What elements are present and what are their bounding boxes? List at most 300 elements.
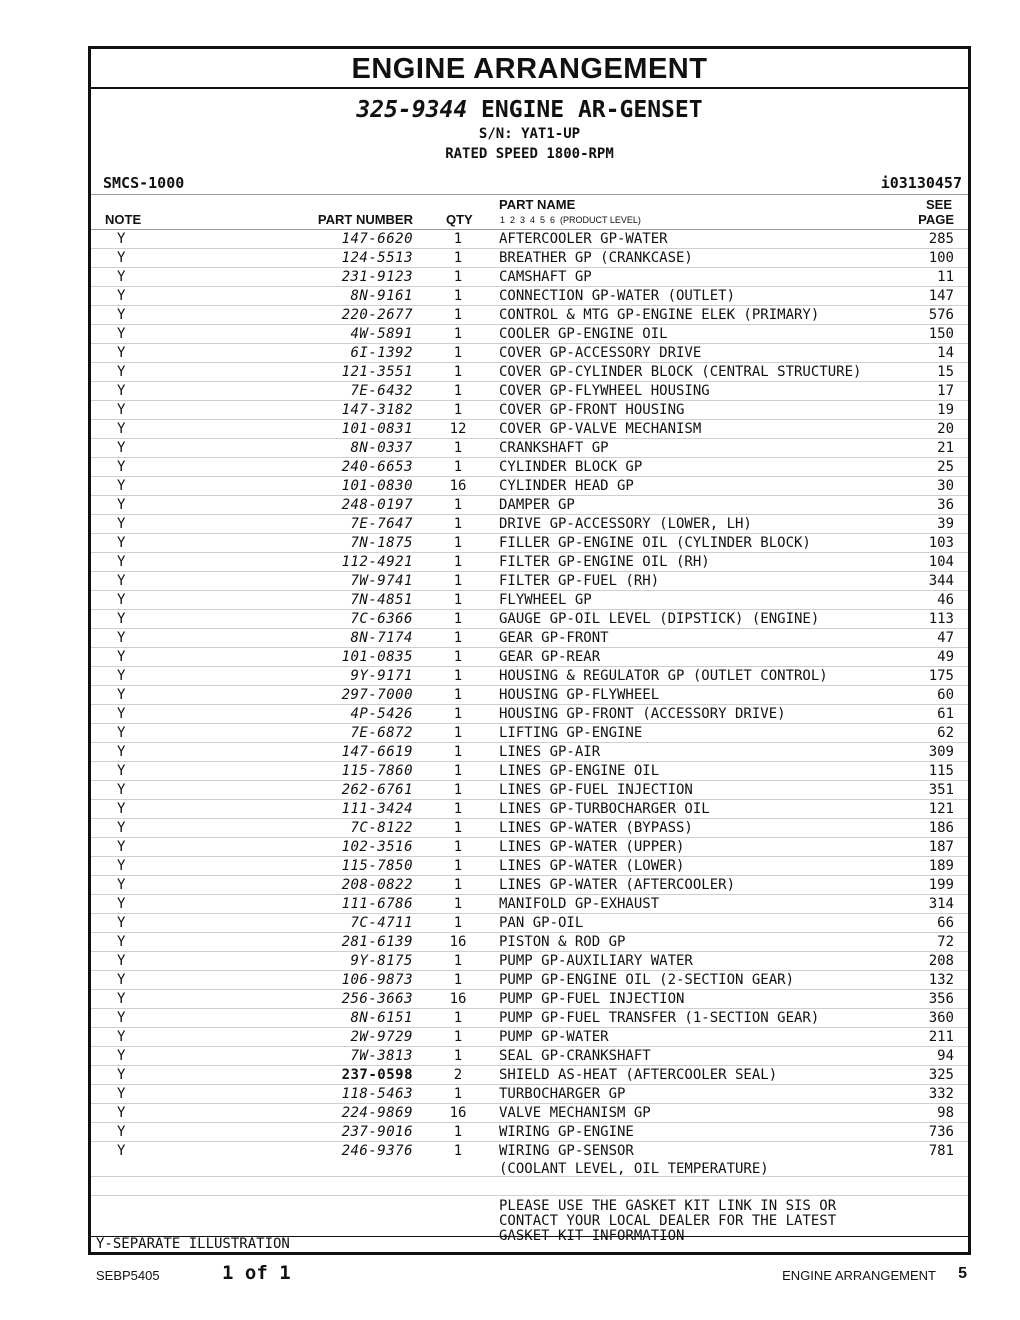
note-cell: Y xyxy=(117,1105,126,1121)
qty-cell: 12 xyxy=(449,421,467,437)
part-name-cell: PUMP GP-WATER xyxy=(499,1029,609,1045)
table-row xyxy=(91,1009,968,1028)
table-row xyxy=(91,648,968,667)
page-link[interactable]: 285 xyxy=(928,231,954,247)
part-number-link[interactable]: 6I-1392 xyxy=(350,345,413,361)
qty-cell: 16 xyxy=(449,478,467,494)
part-name-cell: LINES GP-ENGINE OIL xyxy=(499,763,660,779)
note-cell: Y xyxy=(117,1029,126,1045)
part-name-cell: CONNECTION GP-WATER (OUTLET) xyxy=(499,288,736,304)
qty-cell: 1 xyxy=(453,459,463,475)
qty-cell: 1 xyxy=(453,383,463,399)
qty-cell: 1 xyxy=(453,820,463,836)
part-name-cell: HOUSING GP-FLYWHEEL xyxy=(499,687,660,703)
table-row xyxy=(91,895,968,914)
note-cell: Y xyxy=(117,896,126,912)
rated-speed: RATED SPEED 1800-RPM xyxy=(445,146,614,162)
part-name-cell: GAUGE GP-OIL LEVEL (DIPSTICK) (ENGINE) xyxy=(499,611,820,627)
qty-cell: 1 xyxy=(453,858,463,874)
qty-cell: 1 xyxy=(453,915,463,931)
page-link[interactable]: 147 xyxy=(928,288,954,304)
qty-cell: 1 xyxy=(453,611,463,627)
table-row xyxy=(91,1123,968,1142)
note-cell: Y xyxy=(117,478,126,494)
note-cell: Y xyxy=(117,611,126,627)
qty-cell: 1 xyxy=(453,953,463,969)
part-name-cell: LINES GP-WATER (AFTERCOOLER) xyxy=(499,877,736,893)
note-cell: Y xyxy=(117,592,126,608)
qty-cell: 1 xyxy=(453,402,463,418)
table-row xyxy=(91,1142,968,1177)
qty-cell: 16 xyxy=(449,991,467,1007)
page-link[interactable]: 72 xyxy=(937,934,954,950)
part-number-link[interactable]: 121-3551 xyxy=(341,364,413,380)
table-row xyxy=(91,1047,968,1066)
page-link[interactable]: 314 xyxy=(928,896,954,912)
note-cell: Y xyxy=(117,288,126,304)
page-link[interactable]: 309 xyxy=(928,744,954,760)
legend: Y-SEPARATE ILLUSTRATION xyxy=(91,1236,968,1252)
serial-number: S/N: YAT1-UP xyxy=(478,126,581,142)
page-link[interactable]: 49 xyxy=(937,649,954,665)
part-name-cell: CRANKSHAFT GP xyxy=(499,440,609,456)
qty-cell: 1 xyxy=(453,706,463,722)
page-link[interactable]: 47 xyxy=(937,630,954,646)
note-cell: Y xyxy=(117,991,126,1007)
qty-cell: 1 xyxy=(453,1048,463,1064)
part-name-cell: VALVE MECHANISM GP xyxy=(499,1105,651,1121)
group-title xyxy=(91,96,968,124)
part-number-link[interactable]: 7E-6432 xyxy=(350,383,413,399)
footer-section: ENGINE ARRANGEMENT xyxy=(782,1268,936,1283)
page-link[interactable]: 189 xyxy=(928,858,954,874)
page-link[interactable]: 208 xyxy=(928,953,954,969)
page-link[interactable]: 121 xyxy=(928,801,954,817)
qty-cell: 1 xyxy=(453,554,463,570)
qty-cell: 16 xyxy=(449,934,467,950)
note-cell: Y xyxy=(117,402,126,418)
part-number-link[interactable]: 7N-1875 xyxy=(350,535,413,551)
part-number-link[interactable]: 111-6786 xyxy=(341,896,413,912)
table-row xyxy=(91,1085,968,1104)
part-name-cell: PUMP GP-ENGINE OIL (2-SECTION GEAR) xyxy=(499,972,795,988)
page-link[interactable]: 211 xyxy=(928,1029,954,1045)
group-part-name: ENGINE AR-GENSET xyxy=(481,97,703,123)
qty-cell: 1 xyxy=(453,1124,463,1140)
qty-cell: 1 xyxy=(453,250,463,266)
page-link[interactable]: 360 xyxy=(928,1010,954,1026)
spacer-row xyxy=(91,1177,968,1196)
part-number-link[interactable]: 147-6620 xyxy=(341,231,413,247)
part-number-link[interactable]: 248-0197 xyxy=(341,497,413,513)
group-part-number[interactable]: 325-9344 xyxy=(356,97,468,123)
part-number-link[interactable]: 111-3424 xyxy=(341,801,413,817)
table-row xyxy=(91,591,968,610)
table-row xyxy=(91,230,968,249)
note-cell: Y xyxy=(117,1143,126,1159)
note-cell: Y xyxy=(117,839,126,855)
part-number-link[interactable]: 147-6619 xyxy=(341,744,413,760)
page-link[interactable]: 14 xyxy=(937,345,954,361)
table-row xyxy=(91,420,968,439)
part-name-cell: PAN GP-OIL xyxy=(499,915,584,931)
qty-cell: 1 xyxy=(453,269,463,285)
page-link[interactable]: 30 xyxy=(937,478,954,494)
part-number-link[interactable]: 224-9869 xyxy=(341,1105,413,1121)
page-link[interactable]: 344 xyxy=(928,573,954,589)
note-cell: Y xyxy=(117,364,126,380)
qty-cell: 1 xyxy=(453,516,463,532)
part-name-cell: DAMPER GP xyxy=(499,497,575,513)
part-number-link[interactable]: 7C-4711 xyxy=(350,915,413,931)
page-link[interactable]: 62 xyxy=(937,725,954,741)
part-name-cell: SEAL GP-CRANKSHAFT xyxy=(499,1048,651,1064)
qty-cell: 1 xyxy=(453,782,463,798)
note-cell: Y xyxy=(117,1048,126,1064)
page-link[interactable]: 98 xyxy=(937,1105,954,1121)
note-cell: Y xyxy=(117,801,126,817)
col-qty: QTY xyxy=(446,212,473,227)
part-name-cell: GEAR GP-FRONT xyxy=(499,630,609,646)
note-cell: Y xyxy=(117,1010,126,1026)
part-number-link[interactable]: 4P-5426 xyxy=(350,706,413,722)
qty-cell: 1 xyxy=(453,1010,463,1026)
part-name-cell: WIRING GP-ENGINE xyxy=(499,1124,634,1140)
note-cell: Y xyxy=(117,668,126,684)
table-row xyxy=(91,325,968,344)
table-row xyxy=(91,1066,968,1085)
page-link[interactable]: 46 xyxy=(937,592,954,608)
qty-cell: 1 xyxy=(453,364,463,380)
part-number-link[interactable]: 297-7000 xyxy=(341,687,413,703)
table-row xyxy=(91,952,968,971)
qty-cell: 1 xyxy=(453,763,463,779)
page-link[interactable]: 60 xyxy=(937,687,954,703)
page-link[interactable]: 104 xyxy=(928,554,954,570)
part-number-link[interactable]: 8N-0337 xyxy=(350,440,413,456)
page-link[interactable]: 115 xyxy=(928,763,954,779)
table-row xyxy=(91,287,968,306)
note-cell: Y xyxy=(117,744,126,760)
qty-cell: 1 xyxy=(453,326,463,342)
footer-doc-number: SEBP5405 xyxy=(96,1268,160,1283)
table-row xyxy=(91,515,968,534)
table-row xyxy=(91,1104,968,1123)
part-number-link[interactable]: 7W-3813 xyxy=(350,1048,413,1064)
part-name-cell: AFTERCOOLER GP-WATER xyxy=(499,231,668,247)
part-number-link[interactable]: 106-9873 xyxy=(341,972,413,988)
qty-cell: 1 xyxy=(453,744,463,760)
qty-cell: 1 xyxy=(453,839,463,855)
column-headers xyxy=(91,194,968,230)
part-number-link[interactable]: 147-3182 xyxy=(341,402,413,418)
page-link[interactable]: 15 xyxy=(937,364,954,380)
note-cell: Y xyxy=(117,516,126,532)
note-cell: Y xyxy=(117,820,126,836)
note-cell: Y xyxy=(117,782,126,798)
part-number-link[interactable]: 231-9123 xyxy=(341,269,413,285)
note-cell: Y xyxy=(117,877,126,893)
note-cell: Y xyxy=(117,1124,126,1140)
part-number-link[interactable]: 118-5463 xyxy=(341,1086,413,1102)
page-link[interactable]: 132 xyxy=(928,972,954,988)
part-number-link[interactable]: 262-6761 xyxy=(341,782,413,798)
part-name-cell: PUMP GP-FUEL TRANSFER (1-SECTION GEAR) xyxy=(499,1010,820,1026)
table-row xyxy=(91,705,968,724)
part-name-cell: COOLER GP-ENGINE OIL xyxy=(499,326,668,342)
page-link[interactable]: 100 xyxy=(928,250,954,266)
page-link[interactable]: 21 xyxy=(937,440,954,456)
part-name-cell: SHIELD AS-HEAT (AFTERCOOLER SEAL) xyxy=(499,1067,778,1083)
part-number-link[interactable]: 9Y-9171 xyxy=(350,668,413,684)
part-number-link[interactable]: 8N-9161 xyxy=(350,288,413,304)
part-name-cell: CYLINDER HEAD GP xyxy=(499,478,634,494)
part-number-link[interactable]: 7C-8122 xyxy=(350,820,413,836)
qty-cell: 1 xyxy=(453,725,463,741)
page-link[interactable]: 20 xyxy=(937,421,954,437)
part-name-cell: TURBOCHARGER GP xyxy=(499,1086,626,1102)
part-number-link[interactable]: 281-6139 xyxy=(341,934,413,950)
table-row xyxy=(91,477,968,496)
page-link[interactable]: 17 xyxy=(937,383,954,399)
note-cell: Y xyxy=(117,535,126,551)
table-row xyxy=(91,572,968,591)
qty-cell: 1 xyxy=(453,592,463,608)
note-cell: Y xyxy=(117,307,126,323)
part-number-link[interactable]: 7C-6366 xyxy=(350,611,413,627)
qty-cell: 1 xyxy=(453,630,463,646)
table-row xyxy=(91,553,968,572)
part-number-link[interactable]: 208-0822 xyxy=(341,877,413,893)
part-number-link[interactable]: 7W-9741 xyxy=(350,573,413,589)
note-cell: Y xyxy=(117,972,126,988)
part-number-link[interactable]: 246-9376 xyxy=(341,1143,413,1159)
table-row xyxy=(91,762,968,781)
page-link[interactable]: 356 xyxy=(928,991,954,1007)
page-link[interactable]: 332 xyxy=(928,1086,954,1102)
qty-cell: 1 xyxy=(453,687,463,703)
table-row xyxy=(91,610,968,629)
part-number-link[interactable]: 7E-7647 xyxy=(350,516,413,532)
part-name-cell: COVER GP-FRONT HOUSING xyxy=(499,402,685,418)
part-number-link[interactable]: 256-3663 xyxy=(341,991,413,1007)
qty-cell: 1 xyxy=(453,1086,463,1102)
qty-cell: 1 xyxy=(453,668,463,684)
table-row xyxy=(91,971,968,990)
qty-cell: 1 xyxy=(453,1143,463,1159)
table-row xyxy=(91,401,968,420)
page-link[interactable]: 103 xyxy=(928,535,954,551)
part-number-link[interactable]: 101-0831 xyxy=(341,421,413,437)
qty-cell: 1 xyxy=(453,288,463,304)
part-number-link[interactable]: 7E-6872 xyxy=(350,725,413,741)
page-link[interactable]: 150 xyxy=(928,326,954,342)
part-name-cell: LINES GP-AIR xyxy=(499,744,601,760)
note-cell: Y xyxy=(117,934,126,950)
table-row xyxy=(91,857,968,876)
page-link[interactable]: 61 xyxy=(937,706,954,722)
qty-cell: 1 xyxy=(453,345,463,361)
footer-page-number: 5 xyxy=(958,1265,967,1282)
page-link[interactable]: 19 xyxy=(937,402,954,418)
page-link[interactable]: 736 xyxy=(928,1124,954,1140)
note-cell: Y xyxy=(117,345,126,361)
table-row xyxy=(91,933,968,952)
table-row xyxy=(91,496,968,515)
part-number-link[interactable]: 9Y-8175 xyxy=(350,953,413,969)
part-number-link[interactable]: 4W-5891 xyxy=(350,326,413,342)
qty-cell: 1 xyxy=(453,1029,463,1045)
col-note: NOTE xyxy=(105,212,142,227)
part-name-cell: LINES GP-WATER (UPPER) xyxy=(499,839,685,855)
note-cell: Y xyxy=(117,858,126,874)
part-number-link[interactable]: 112-4921 xyxy=(341,554,413,570)
qty-cell: 1 xyxy=(453,649,463,665)
table-row xyxy=(91,667,968,686)
table-row xyxy=(91,914,968,933)
note-cell: Y xyxy=(117,706,126,722)
table-row xyxy=(91,306,968,325)
page-link[interactable]: 351 xyxy=(928,782,954,798)
table-row xyxy=(91,990,968,1009)
part-name-cell: FILTER GP-FUEL (RH) xyxy=(499,573,660,589)
page-link[interactable]: 781 xyxy=(928,1143,954,1159)
qty-cell: 1 xyxy=(453,573,463,589)
part-name-cell: COVER GP-CYLINDER BLOCK (CENTRAL STRUCTURE) xyxy=(499,364,862,380)
part-name-cell: HOUSING GP-FRONT (ACCESSORY DRIVE) xyxy=(499,706,786,722)
page-link[interactable]: 25 xyxy=(937,459,954,475)
page-link[interactable]: 66 xyxy=(937,915,954,931)
table-row xyxy=(91,876,968,895)
table-row xyxy=(91,724,968,743)
note-cell: Y xyxy=(117,250,126,266)
part-name-cell: CYLINDER BLOCK GP xyxy=(499,459,643,475)
parts-table xyxy=(91,230,968,1177)
table-row xyxy=(91,686,968,705)
part-number-link[interactable]: 237-0598 xyxy=(341,1067,413,1083)
page-link[interactable]: 199 xyxy=(928,877,954,893)
footer-page-of: 1 of 1 xyxy=(222,1262,291,1284)
page-link[interactable]: 576 xyxy=(928,307,954,323)
table-row xyxy=(91,249,968,268)
part-name-cell: CONTROL & MTG GP-ENGINE ELEK (PRIMARY) xyxy=(499,307,820,323)
part-number-link[interactable]: 115-7850 xyxy=(341,858,413,874)
note-cell: Y xyxy=(117,497,126,513)
part-name-cell: LINES GP-FUEL INJECTION xyxy=(499,782,693,798)
part-name-cell: COVER GP-FLYWHEEL HOUSING xyxy=(499,383,710,399)
part-name-cell: PUMP GP-AUXILIARY WATER xyxy=(499,953,693,969)
table-row xyxy=(91,1028,968,1047)
part-name-cell: MANIFOLD GP-EXHAUST xyxy=(499,896,660,912)
part-name-cell: LIFTING GP-ENGINE xyxy=(499,725,643,741)
part-number-link[interactable]: 240-6653 xyxy=(341,459,413,475)
table-row xyxy=(91,382,968,401)
part-number-link[interactable]: 124-5513 xyxy=(341,250,413,266)
page-title: ENGINE ARRANGEMENT xyxy=(91,49,968,89)
part-number-link[interactable]: 2W-9729 xyxy=(350,1029,413,1045)
page-link[interactable]: 11 xyxy=(937,269,954,285)
part-number-link[interactable]: 115-7860 xyxy=(341,763,413,779)
note-cell: Y xyxy=(117,231,126,247)
col-product-levels: 1 2 3 4 5 6 (PRODUCT LEVEL) xyxy=(500,215,641,225)
part-number-link[interactable]: 8N-6151 xyxy=(350,1010,413,1026)
part-name-cell: BREATHER GP (CRANKCASE) xyxy=(499,250,693,266)
part-name-cell: LINES GP-WATER (BYPASS) xyxy=(499,820,693,836)
page-link[interactable]: 36 xyxy=(937,497,954,513)
qty-cell: 1 xyxy=(453,440,463,456)
part-name-cell: CAMSHAFT GP xyxy=(499,269,592,285)
qty-cell: 1 xyxy=(453,972,463,988)
page-link[interactable]: 113 xyxy=(928,611,954,627)
page-link[interactable]: 39 xyxy=(937,516,954,532)
part-number-link[interactable]: 7N-4851 xyxy=(350,592,413,608)
col-page: PAGE xyxy=(918,212,954,227)
note-cell: Y xyxy=(117,440,126,456)
part-name-cell: COVER GP-VALVE MECHANISM xyxy=(499,421,702,437)
part-name-cell: FLYWHEEL GP xyxy=(499,592,592,608)
part-number-link[interactable]: 220-2677 xyxy=(341,307,413,323)
group-header xyxy=(91,96,968,164)
part-name-cell: LINES GP-TURBOCHARGER OIL xyxy=(499,801,710,817)
table-row xyxy=(91,838,968,857)
qty-cell: 1 xyxy=(453,896,463,912)
note-cell: Y xyxy=(117,421,126,437)
part-number-link[interactable]: 101-0835 xyxy=(341,649,413,665)
note-cell: Y xyxy=(117,1067,126,1083)
part-name-cell: HOUSING & REGULATOR GP (OUTLET CONTROL) xyxy=(499,668,828,684)
qty-cell: 16 xyxy=(449,1105,467,1121)
note-cell: Y xyxy=(117,687,126,703)
note-cell: Y xyxy=(117,915,126,931)
qty-cell: 1 xyxy=(453,497,463,513)
table-row xyxy=(91,534,968,553)
part-number-link[interactable]: 101-0830 xyxy=(341,478,413,494)
note-cell: Y xyxy=(117,459,126,475)
page-link[interactable]: 187 xyxy=(928,839,954,855)
table-row xyxy=(91,458,968,477)
page-link[interactable]: 186 xyxy=(928,820,954,836)
part-number-link[interactable]: 8N-7174 xyxy=(350,630,413,646)
col-part-number: PART NUMBER xyxy=(317,212,413,227)
document-id: i03130457 xyxy=(880,174,962,192)
note-cell: Y xyxy=(117,649,126,665)
note-cell: Y xyxy=(117,953,126,969)
smcs-code: SMCS-1000 xyxy=(103,174,185,192)
table-row xyxy=(91,743,968,762)
table-row xyxy=(91,781,968,800)
col-see: SEE xyxy=(925,197,952,212)
table-row xyxy=(91,344,968,363)
part-name-cell: DRIVE GP-ACCESSORY (LOWER, LH) xyxy=(499,516,752,532)
part-number-link[interactable]: 237-9016 xyxy=(341,1124,413,1140)
part-name-cell: COVER GP-ACCESSORY DRIVE xyxy=(499,345,702,361)
part-name-cell: PUMP GP-FUEL INJECTION xyxy=(499,991,685,1007)
note-cell: Y xyxy=(117,763,126,779)
part-name-cell: FILLER GP-ENGINE OIL (CYLINDER BLOCK) xyxy=(499,535,811,551)
note-cell: Y xyxy=(117,326,126,342)
page-link[interactable]: 325 xyxy=(928,1067,954,1083)
page-link[interactable]: 94 xyxy=(937,1048,954,1064)
note-cell: Y xyxy=(117,1086,126,1102)
page-footer xyxy=(0,1262,1020,1288)
page-link[interactable]: 175 xyxy=(928,668,954,684)
table-row xyxy=(91,363,968,382)
qty-cell: 1 xyxy=(453,231,463,247)
part-name-cell: GEAR GP-REAR xyxy=(499,649,601,665)
note-cell: Y xyxy=(117,573,126,589)
part-number-link[interactable]: 102-3516 xyxy=(341,839,413,855)
gasket-notice-text: PLEASE USE THE GASKET KIT LINK IN SIS OR CONTACT YOUR LOCAL DEALER FOR THE LATEST GASKET KIT INFORMATION xyxy=(499,1198,837,1244)
